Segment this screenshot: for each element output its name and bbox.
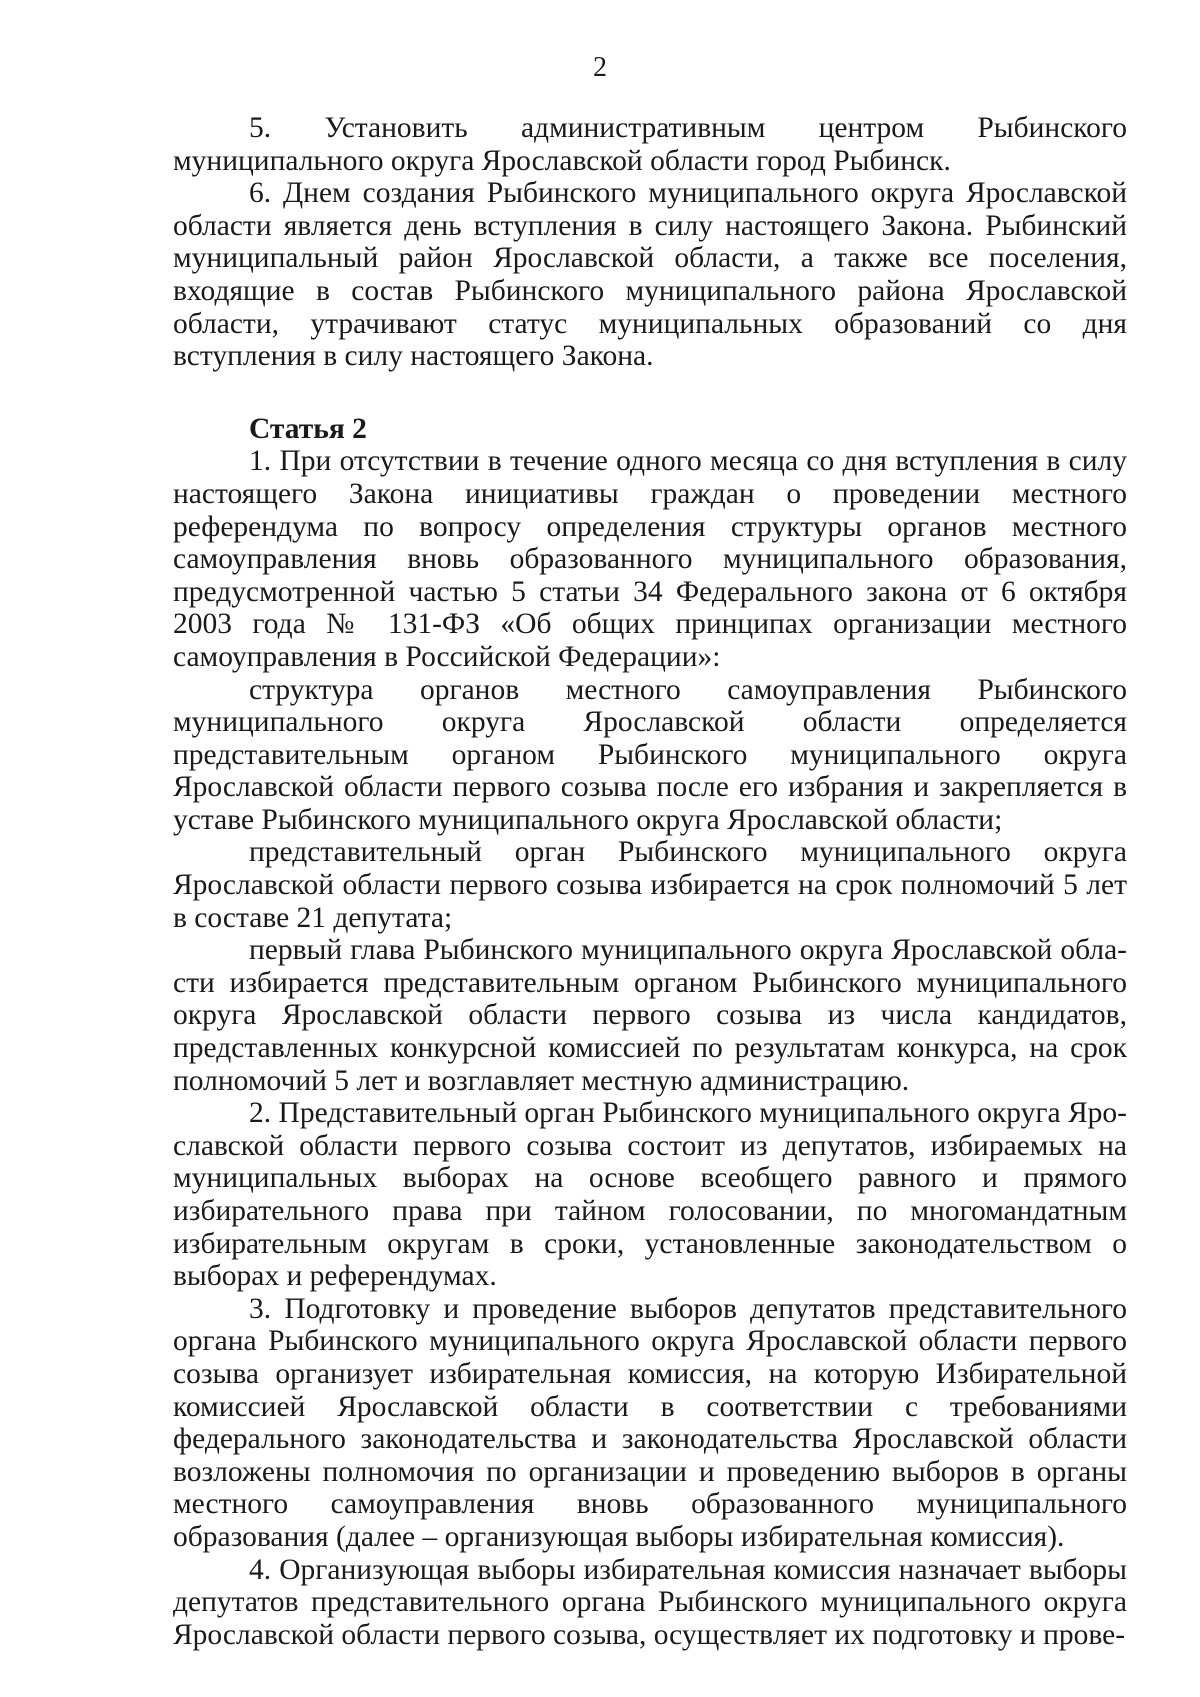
paragraph-first-head: первый глава Рыбинского муниципального округа Ярославской области избирается представительным органом Рыбинского муниципального округа Ярославской области первого созыва из числа кандидатов, представленных конкурсной комиссией по результатам конкурса, на срок полномочий 5 лет и возглавляет местную администрацию.: [173, 934, 1127, 1097]
paragraph-clause-3: 3. Подготовку и проведение выборов депутатов представительного органа Рыбинского муниципального округа Ярославской области первого созыва организует избирательная комиссия, на которую Избирательной комиссией Ярославской области в соответствии с требованиями федерального законодательства и законодательства Ярославской области возложены полномочия по организации и проведению выборов в органы местного самоуправления вновь образованного муниципального образования (далее – организующая выборы избирательная комиссия).: [173, 1292, 1127, 1553]
paragraph-clause-4: 4. Организующая выборы избирательная комиссия назначает выборы депутатов представительного органа Рыбинского муниципального округа Ярославской области первого созыва, осуществляет их подготовку и прове-: [173, 1553, 1127, 1651]
document-body: [173, 112, 1127, 1651]
paragraph-item-5: 5. Установить административным центром Рыбинского муниципального округа Ярославской области город Рыбинск.: [173, 112, 1127, 177]
paragraph-clause-1: 1. При отсутствии в течение одного месяца со дня вступления в силу настоящего Закона инициативы граждан о проведении местного референдума по вопросу определения структуры органов местного самоуправления вновь образованного муниципального образования, предусмотренной частью 5 статьи 34 Федерального закона от 6 октября 2003 года № 131-ФЗ «Об общих принципах организации местного самоуправления в Российской Федерации»:: [173, 445, 1127, 673]
paragraph-clause-2: 2. Представительный орган Рыбинского муниципального округа Ярославской области первого созыва состоит из депутатов, избираемых на муниципальных выборах на основе всеобщего равного и прямого избирательного права при тайном голосовании, по многомандатным избирательным округам в сроки, установленные законодательством о выборах и референдумах.: [173, 1097, 1127, 1293]
article-heading: Статья 2: [249, 412, 367, 445]
paragraph-item-6: 6. Днем создания Рыбинского муниципального округа Ярославской области является день вступления в силу настоящего Закона. Рыбинский муниципальный район Ярославской области, а также все поселения, входящие в состав Рыбинского муниципального района Ярославской области, утрачивают статус муниципальных образований со дня вступления в силу настоящего Закона.: [173, 177, 1127, 373]
paragraph-structure: структура органов местного самоуправления Рыбинского муниципального округа Ярославской области определяется представительным органом Рыбинского муниципального округа Ярославской области первого созыва после его избрания и закрепляется в уставе Рыбинского муниципального округа Ярославской области;: [173, 673, 1127, 836]
paragraph-representative-body: представительный орган Рыбинского муниципального округа Ярославской области первого созыва избирается на срок полномочий 5 лет в составе 21 депутата;: [173, 836, 1127, 934]
page-number: 2: [593, 52, 607, 83]
